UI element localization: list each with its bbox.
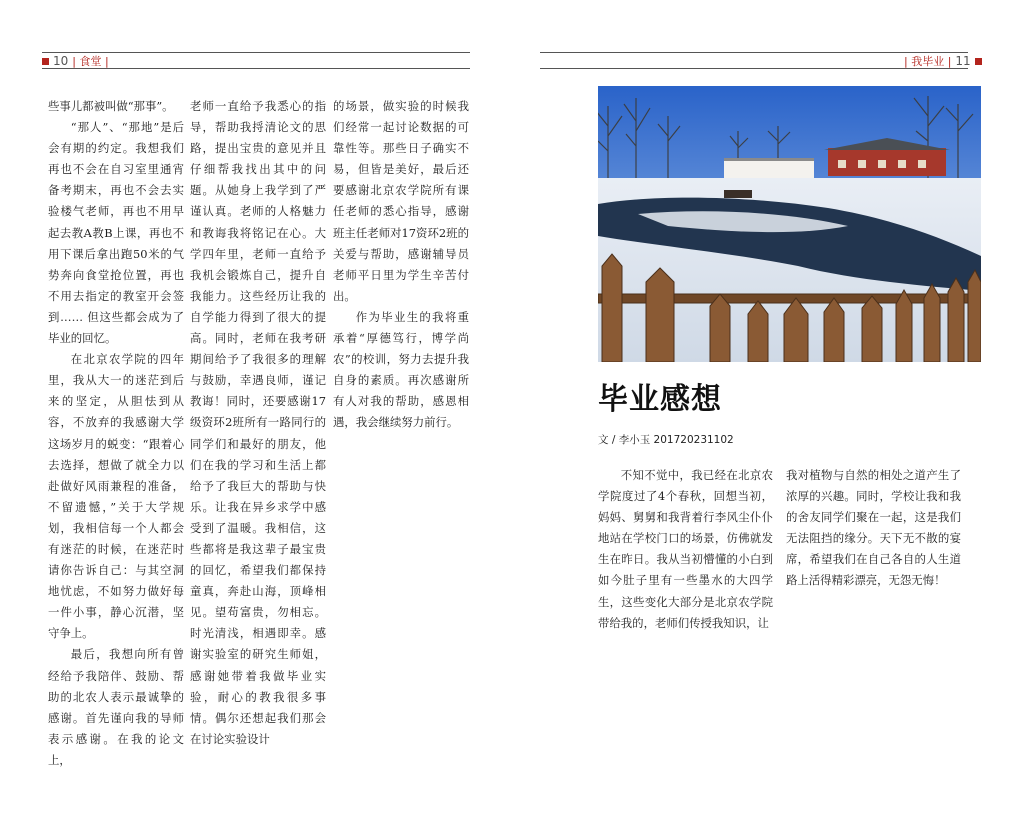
red-square-icon [42, 58, 49, 65]
paragraph: 我对植物与自然的相处之道产生了浓厚的兴趣。同时，学校让我和我的舍友同学们聚在一起，这是我们无法阻挡的缘分。天下无不散的宴席，希望我们在自己各自的人生道路上活得精彩漂亮，无怨无悔！ [786, 468, 961, 588]
right-folio [904, 54, 982, 68]
left-column-2 [190, 96, 326, 750]
right-section-label: | 我毕业 | [904, 55, 952, 68]
paragraph: 不知不觉中，我已经在北京农学院度过了4个春秋，回想当初，妈妈、舅舅和我背着行李风尘仆仆地站在学校门口的场景，仿佛就发生在昨日。我从当初懵懂的小白到如今肚子里有一些墨水的大四学生，这些变化大部分是北京农学院带给我的，老师们传授我知识，让 [598, 468, 773, 630]
photo-illustration [598, 86, 981, 362]
paragraph: “那人”、“那地”是后会有期的约定。我想我们再也不会在自习室里通宵备考期末，再也不会去实验楼气老师，再也不用早起去教A教B上课，再也不用下课后拿出跑50米的气势奔向食堂抢位置，再也不用去指定的教室开会签到…… 但这些都会成为了毕业的回忆。 [48, 120, 184, 346]
paragraph: 在北京农学院的四年里，我从大一的迷茫到后来的坚定，从胆怯到从容，不放弃的我感谢大学这场岁月的蜕变：“跟着心去选择，想做了就全力以赴做好风雨兼程的准备，不留遗憾，”关于大学规划，我相信每一个人都会有迷茫的时候，在迷茫时请你告诉自己：与其空洞地忧虑，不如努力做好每一件小事，静心沉潜，坚守争上。 [48, 352, 184, 641]
article-byline: 文 / 李小玉 201720231102 [598, 434, 734, 446]
paragraph: 最后，我想向所有曾经给予我陪伴、鼓励、帮助的北农人表示最诚挚的感谢。首先谨向我的导师表示感谢。在我的论文上， [48, 647, 184, 767]
left-page-number: 10 [53, 54, 69, 68]
red-square-icon [975, 58, 982, 65]
left-section-label: | 食堂 | [72, 55, 109, 68]
left-column-1 [48, 96, 184, 771]
left-folio [42, 54, 109, 68]
winter-campus-photo [598, 86, 981, 362]
paragraph: 的场景，做实验的时候我们经常一起讨论数据的可靠性等。那些日子确实不易，但皆是美好，最后还要感谢北京农学院所有课任老师的悉心指导，感谢班主任老师对17资环2班的关爱与帮助，感谢辅导员老师平日里为学生辛苦付出。 [333, 99, 469, 303]
right-column-2 [786, 465, 961, 592]
paragraph: 老师一直给予我悉心的指导，帮助我捋清论文的思路，提出宝贵的意见并且仔细帮我找出其中的问题。从她身上我学到了严谨认真。老师的人格魅力和教诲我将铭记在心。大学四年里，老师一直给予我机会锻炼自己，提升自我能力。这些经历让我的自学能力得到了很大的提高。同时，老师在我考研期间给予了我很多的理解与鼓励，幸遇良师，谨记教诲！同时，还要感谢17级资环2班所有一路同行的同学们和最好的朋友，他们在我的学习和生活上都给予了我巨大的帮助与快乐。让我在异乡求学中感受到了温暖。我相信，这些都将是我这辈子最宝贵的回忆，希望我们都保持童真，奔赴山海，顶峰相见。望苟富贵，勿相忘。时光清浅，相遇即幸。感谢实验室的研究生师姐，感谢她带着我做毕业实验，耐心的教我很多事情。偶尔还想起我们那会在讨论实验设计 [190, 99, 326, 746]
article-title: 毕业感想 [598, 382, 722, 417]
right-column-1 [598, 465, 773, 634]
left-column-3 [333, 96, 469, 434]
paragraph: 作为毕业生的我将重承着“厚德笃行，博学尚农”的校训，努力去提升我自身的素质。再次感谢所有人对我的帮助，感恩相遇，我会继续努力前行。 [333, 309, 469, 430]
paragraph: 些事儿都被叫做“那事”。 [48, 99, 174, 113]
right-page-number: 11 [955, 54, 971, 68]
